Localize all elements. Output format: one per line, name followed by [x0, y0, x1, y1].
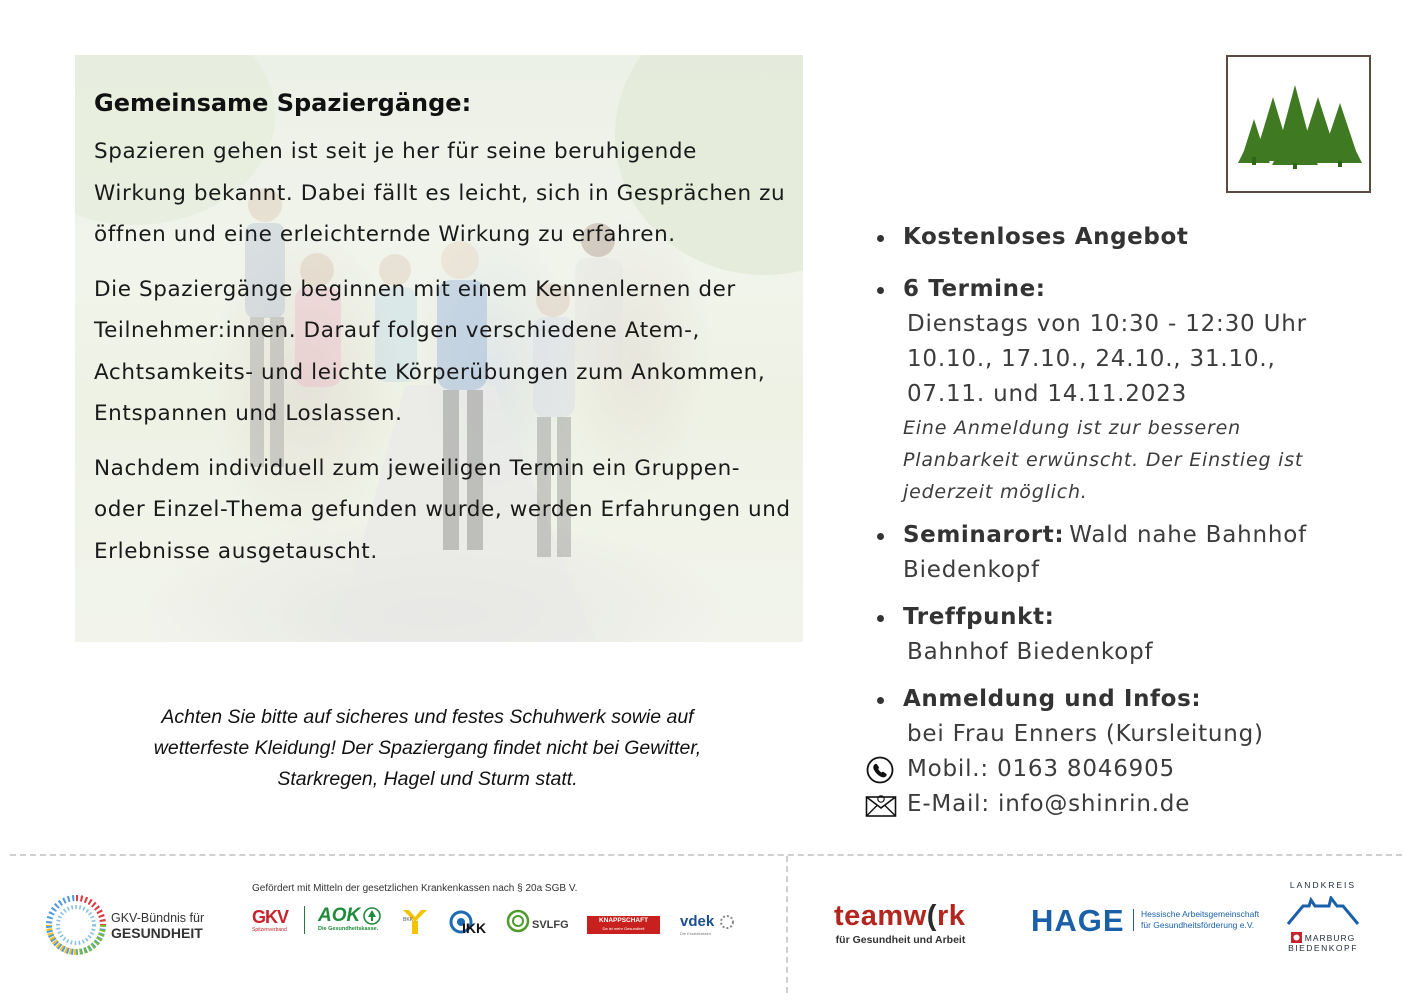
walkers-photo-panel	[75, 55, 803, 642]
gkv-line2: GESUNDHEIT	[111, 925, 203, 941]
info-item-offer	[868, 220, 1368, 255]
aok-mark: AOK	[318, 905, 361, 926]
walks-paragraph-exchange: Nachdem individuell zum jeweiligen Termin ein Gruppen- oder Einzel-Thema gefunden wurde, werden Erfahrungen und Erlebnisse ausgetauscht.	[94, 455, 791, 564]
teamwork-tagline: für Gesundheit und Arbeit	[835, 934, 966, 946]
gkv-dots-icon	[44, 893, 108, 957]
footer-vertical-divider	[786, 856, 788, 993]
svlfg-logo	[506, 908, 569, 934]
meeting-label: Treffpunkt:	[903, 604, 1055, 630]
teamwork-part1: teamw	[834, 900, 927, 932]
bkk-logo	[401, 908, 429, 941]
landkreis-name-row	[1283, 932, 1363, 943]
meeting-value: Bahnhof Biedenkopf	[907, 639, 1154, 665]
vdek-dots-icon	[719, 914, 735, 930]
contact-label: Anmeldung und Infos:	[903, 686, 1202, 712]
pine-trees-icon	[1228, 57, 1369, 191]
safety-notice: Achten Sie bitte auf sicheres und festes Schuhwerk sowie auf wetterfeste Kleidung! Der Spaziergang findet nicht bei Gewitter, Starkregen, Hagel und Sturm statt.	[153, 706, 702, 790]
dates-label: 6 Termine:	[903, 276, 1046, 302]
footer-divider	[10, 854, 1402, 856]
gkv-line1: GKV-Bündnis für	[111, 911, 205, 925]
phone-icon	[865, 756, 897, 784]
dates-list-line2: 07.11. und 14.11.2023	[907, 381, 1188, 407]
landkreis-skyline-icon	[1285, 896, 1361, 926]
course-info-list	[868, 220, 1368, 822]
phone-line[interactable]	[868, 752, 1368, 787]
bullet	[877, 533, 884, 540]
bullet	[877, 235, 884, 242]
forest-logo	[1226, 55, 1371, 193]
aok-tree-icon	[363, 907, 381, 925]
landkreis-sub: BIEDENKOPF	[1288, 943, 1358, 953]
teamwork-part2: rk	[936, 900, 966, 932]
hage-tagline: Hessische Arbeitsgemeinschaft für Gesundheitsförderung e.V.	[1133, 909, 1263, 931]
funder-separator	[304, 906, 305, 934]
location-label: Seminarort:	[903, 522, 1065, 548]
aok-logo	[318, 906, 381, 932]
teamwork-logo	[834, 900, 965, 946]
vdek-logo	[680, 913, 735, 936]
landkreis-logo	[1283, 880, 1363, 953]
hage-logo	[1031, 903, 1260, 939]
gkv-spitzenverband-logo	[252, 907, 288, 933]
hage-wordmark: HAGE	[1031, 903, 1125, 938]
bkk-mark: BKK	[403, 917, 414, 923]
teamwork-ring: (	[926, 900, 937, 932]
svlfg-leaf-icon	[506, 908, 530, 934]
funding-note: Gefördert mit Mitteln der gesetzlichen Krankenkassen nach § 20a SGB V.	[252, 883, 578, 894]
knappschaft-mark: KNAPPSCHAFT	[598, 917, 649, 924]
bullet	[877, 615, 884, 622]
walks-title: Gemeinsame Spaziergänge:	[94, 89, 472, 117]
bullet	[877, 287, 884, 294]
landkreis-top: LANDKREIS	[1289, 880, 1357, 890]
dates-list-line1: 10.10., 17.10., 24.10., 31.10.,	[907, 346, 1276, 372]
contact-person: bei Frau Enners (Kursleitung)	[907, 721, 1264, 747]
gkv-alliance-logo	[44, 893, 244, 957]
gkv-text	[111, 911, 204, 941]
ikk-mark: IKK	[462, 920, 487, 936]
registration-note: Eine Anmeldung ist zur besseren Planbarkeit erwünscht. Der Einstieg ist jederzeit möglich.	[903, 417, 1304, 503]
walks-description	[94, 85, 794, 585]
info-item-contact	[868, 682, 1368, 752]
gkv-mark: GKV	[252, 907, 289, 927]
phone-number[interactable]: Mobil.: 0163 8046905	[907, 756, 1175, 782]
email-address[interactable]: E-Mail: info@shinrin.de	[907, 791, 1191, 817]
info-item-location	[868, 518, 1368, 588]
walks-paragraph-intro: Spazieren gehen ist seit je her für seine beruhigende Wirkung bekannt. Dabei fällt es leicht, sich in Gesprächen zu öffnen und eine erleichternde Wirkung zu erfahren.	[94, 139, 786, 247]
location-value: Wald nahe Bahnhof Biedenkopf	[903, 522, 1308, 583]
gkv-sub: Spitzenverband	[252, 927, 287, 933]
envelope-icon	[865, 791, 897, 819]
vdek-mark: vdek	[680, 913, 715, 930]
offer-label: Kostenloses Angebot	[903, 224, 1189, 250]
bullet	[877, 697, 884, 704]
landkreis-name: MARBURG	[1304, 932, 1356, 943]
walks-paragraph-program: Die Spaziergänge beginnen mit einem Kennenlernen der Teilnehmer:innen. Darauf folgen verschiedene Atem-, Achtsamkeits- und leichte Körperübungen zum Ankommen, Entspannen und Loslassen.	[94, 276, 766, 426]
ikk-logo	[449, 908, 487, 941]
aok-sub: Die Gesundheitskasse.	[318, 926, 379, 932]
dates-time: Dienstags von 10:30 - 12:30 Uhr	[907, 311, 1307, 337]
svlfg-mark: SVLFG	[532, 919, 569, 931]
info-item-dates	[868, 272, 1368, 508]
knappschaft-sub: Da ist mehr Gesundheit	[602, 926, 645, 931]
knappschaft-logo	[587, 916, 660, 934]
teamwork-wordmark	[834, 900, 965, 932]
email-line[interactable]	[868, 787, 1368, 822]
vdek-sub: Die Ersatzkassen	[680, 931, 712, 936]
landkreis-badge-icon	[1291, 932, 1302, 943]
info-item-meeting-point	[868, 600, 1368, 670]
